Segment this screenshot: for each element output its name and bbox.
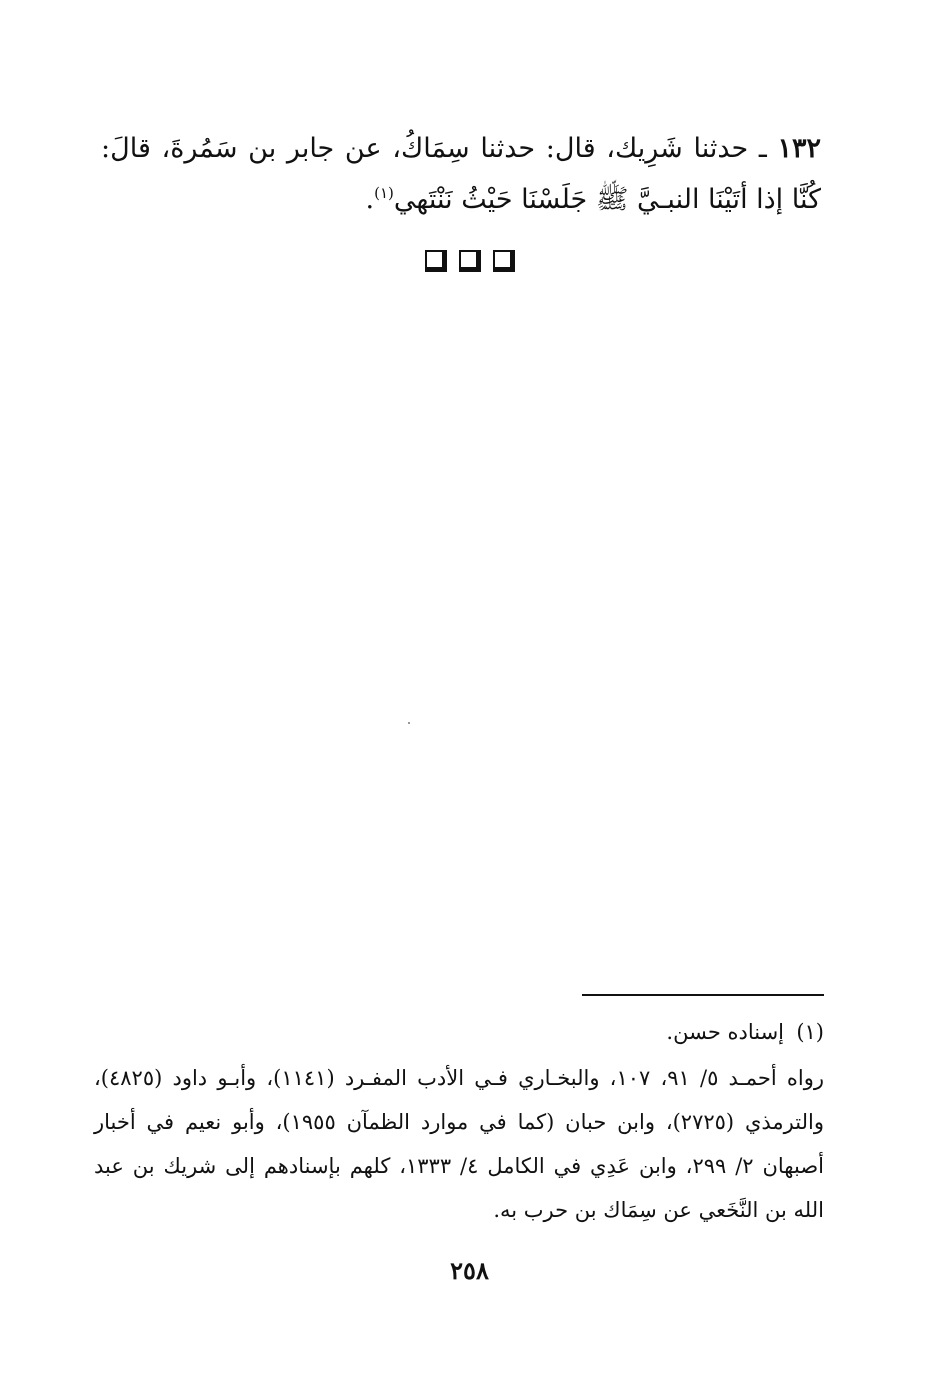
footnote-reference: (١) [374,184,394,202]
section-end-box-icon [425,250,447,272]
footnote-first-line: إسناده حسن. [666,1020,784,1044]
scan-speck [408,722,410,724]
footnote-marker: (١) [796,1020,824,1044]
section-end-box-icon [459,250,481,272]
hadith-text: ـ حدثنا شَرِيك، قال: حدثنا سِمَاكُ، عن جابر بن سَمُرةَ، قالَ: كُنَّا إذا أتَيْنَا النبـيَّ ﷺ جَلَسْنَا حَيْثُ نَنْتَهي [101,133,821,215]
footnote-body: رواه أحمـد ٥/ ٩١، ١٠٧، والبخـاري فـي الأدب المفـرد (١١٤١)، وأبـو داود (٤٨٢٥)، والترمذي (٢٧٢٥)، وابن حبان (كما في موارد الظمآن ١٩٥٥)، وأبو نعيم في أخبار أصبهان ٢/ ٢٩٩، وابن عَدِي في الكامل ٤/ ١٣٣٣، كلهم بإسنادهم إلى شريك بن عبد الله بن النَّخَعي عن سِمَاك بن حرب به. [94,1066,824,1222]
footnote-1-heading [94,1010,824,1054]
footnote-divider [582,994,824,996]
section-separator [405,250,515,280]
footnotes [94,1010,824,1232]
hadith-end-punctuation: . [365,184,375,215]
hadith-paragraph [101,123,821,225]
page-number: ٢٥٨ [450,1256,489,1285]
hadith-number: ١٣٢ [777,133,821,164]
section-end-box-icon [493,250,515,272]
